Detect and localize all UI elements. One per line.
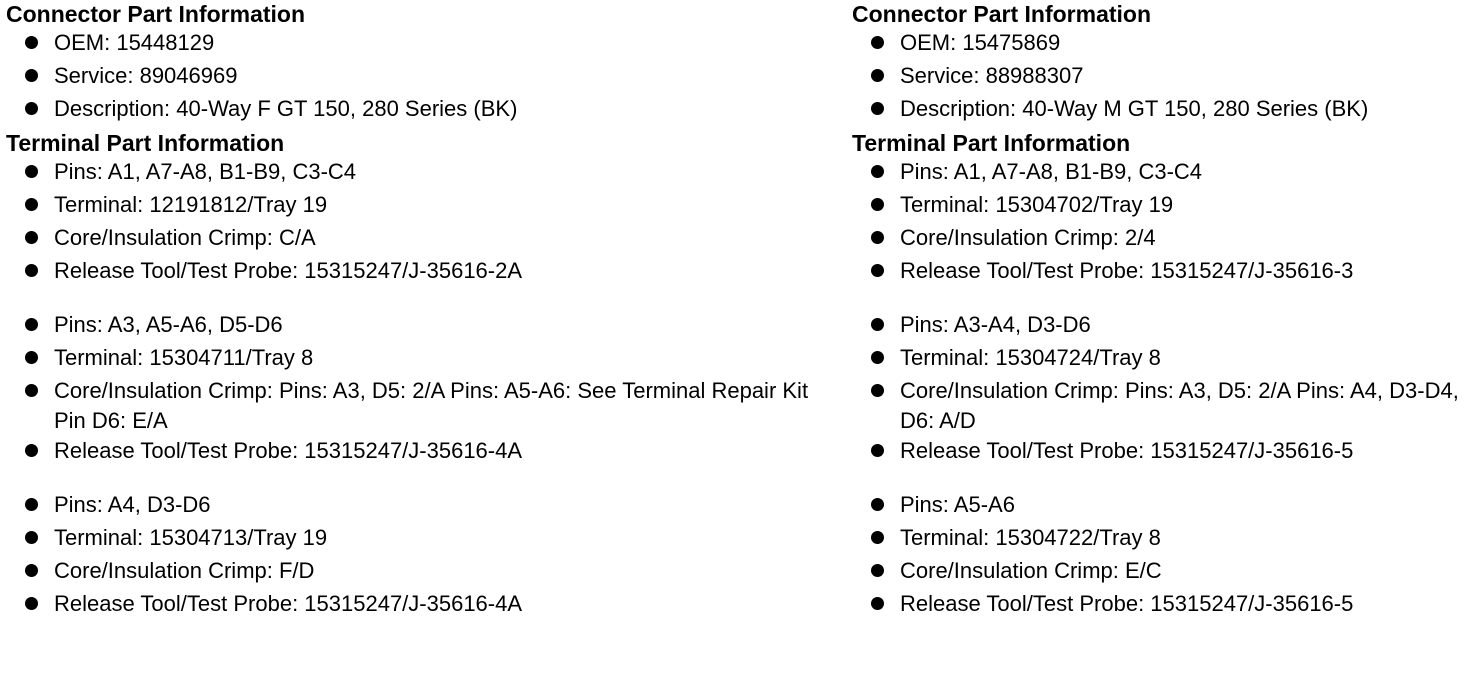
bullet-icon [871, 384, 884, 397]
bullet-icon [25, 36, 38, 49]
list-item [852, 190, 1467, 223]
list-item [852, 376, 1467, 436]
bullet-icon [871, 36, 884, 49]
list-item [6, 556, 826, 589]
list-item [6, 28, 826, 61]
bullet-icon [25, 165, 38, 178]
connector-description: Description: 40-Way M GT 150, 280 Series (BK) [900, 96, 1369, 121]
terminal-crimp: Core/Insulation Crimp: C/A [54, 225, 316, 250]
bullet-icon [25, 69, 38, 82]
list-item [6, 94, 826, 127]
terminal-release-tool: Release Tool/Test Probe: 15315247/J-35616-4A [54, 591, 523, 616]
connector-description: Description: 40-Way F GT 150, 280 Series (BK) [54, 96, 518, 121]
terminal-pins: Pins: A1, A7-A8, B1-B9, C3-C4 [900, 159, 1203, 184]
list-item [6, 523, 826, 556]
terminal-pins: Pins: A3-A4, D3-D6 [900, 312, 1091, 337]
bullet-icon [25, 318, 38, 331]
list-item [852, 28, 1467, 61]
list-item [6, 490, 826, 523]
terminal-pins: Pins: A4, D3-D6 [54, 492, 211, 517]
list-item [6, 190, 826, 223]
list-item [852, 523, 1467, 556]
list-item [6, 310, 826, 343]
list-item [6, 61, 826, 94]
terminal-group [6, 157, 826, 289]
terminal-release-tool: Release Tool/Test Probe: 15315247/J-35616-3 [900, 258, 1354, 283]
bullet-icon [871, 198, 884, 211]
terminal-release-tool: Release Tool/Test Probe: 15315247/J-35616-5 [900, 591, 1354, 616]
connector-info-list [6, 28, 826, 127]
bullet-icon [25, 264, 38, 277]
terminal-release-tool: Release Tool/Test Probe: 15315247/J-35616-2A [54, 258, 523, 283]
terminal-group [852, 157, 1467, 289]
bullet-icon [871, 597, 884, 610]
terminal-crimp: Core/Insulation Crimp: Pins: A3, D5: 2/A Pins: A5-A6: See Terminal Repair Kit Pin D6: E/A [54, 378, 809, 433]
terminal-pins: Pins: A3, A5-A6, D5-D6 [54, 312, 283, 337]
right-column [852, 0, 1467, 622]
bullet-icon [25, 351, 38, 364]
terminal-number: Terminal: 15304722/Tray 8 [900, 525, 1161, 550]
terminal-group [6, 490, 826, 622]
list-item [852, 157, 1467, 190]
bullet-icon [25, 498, 38, 511]
list-item [6, 376, 826, 436]
terminal-number: Terminal: 15304702/Tray 19 [900, 192, 1174, 217]
terminal-crimp: Core/Insulation Crimp: E/C [900, 558, 1162, 583]
terminal-group [6, 310, 826, 469]
terminal-group [852, 310, 1467, 469]
list-item [852, 61, 1467, 94]
list-item [852, 94, 1467, 127]
bullet-icon [871, 264, 884, 277]
terminal-number: Terminal: 15304713/Tray 19 [54, 525, 328, 550]
terminal-crimp: Core/Insulation Crimp: Pins: A3, D5: 2/A Pins: A4, D3-D4, D6: A/D [900, 378, 1459, 433]
list-item [6, 343, 826, 376]
list-item [6, 589, 826, 622]
bullet-icon [871, 69, 884, 82]
bullet-icon [871, 318, 884, 331]
terminal-heading: Terminal Part Information [852, 130, 1131, 156]
terminal-crimp: Core/Insulation Crimp: 2/4 [900, 225, 1156, 250]
connector-oem: OEM: 15448129 [54, 30, 215, 55]
terminal-number: Terminal: 15304724/Tray 8 [900, 345, 1161, 370]
bullet-icon [871, 498, 884, 511]
left-column [6, 0, 826, 622]
bullet-icon [25, 444, 38, 457]
list-item [6, 223, 826, 256]
list-item [6, 436, 826, 469]
list-item [852, 256, 1467, 289]
bullet-icon [871, 564, 884, 577]
terminal-heading: Terminal Part Information [6, 130, 285, 156]
connector-oem: OEM: 15475869 [900, 30, 1061, 55]
terminal-crimp: Core/Insulation Crimp: F/D [54, 558, 315, 583]
bullet-icon [871, 102, 884, 115]
terminal-number: Terminal: 15304711/Tray 8 [54, 345, 314, 370]
bullet-icon [25, 231, 38, 244]
bullet-icon [871, 165, 884, 178]
list-item [852, 556, 1467, 589]
list-item [6, 157, 826, 190]
list-item [852, 589, 1467, 622]
connector-info-list [852, 28, 1467, 127]
terminal-release-tool: Release Tool/Test Probe: 15315247/J-35616-4A [54, 438, 523, 463]
connector-service: Service: 88988307 [900, 63, 1084, 88]
bullet-icon [25, 564, 38, 577]
list-item [852, 490, 1467, 523]
terminal-pins: Pins: A5-A6 [900, 492, 1015, 517]
bullet-icon [25, 102, 38, 115]
list-item [852, 310, 1467, 343]
terminal-release-tool: Release Tool/Test Probe: 15315247/J-35616-5 [900, 438, 1354, 463]
bullet-icon [871, 231, 884, 244]
bullet-icon [25, 384, 38, 397]
bullet-icon [25, 531, 38, 544]
bullet-icon [871, 531, 884, 544]
connector-heading: Connector Part Information [852, 1, 1152, 27]
terminal-group [852, 490, 1467, 622]
connector-service: Service: 89046969 [54, 63, 238, 88]
bullet-icon [25, 597, 38, 610]
list-item [6, 256, 826, 289]
list-item [852, 436, 1467, 469]
list-item [852, 223, 1467, 256]
terminal-pins: Pins: A1, A7-A8, B1-B9, C3-C4 [54, 159, 357, 184]
bullet-icon [25, 198, 38, 211]
bullet-icon [871, 444, 884, 457]
list-item [852, 343, 1467, 376]
bullet-icon [871, 351, 884, 364]
connector-heading: Connector Part Information [6, 1, 306, 27]
terminal-number: Terminal: 12191812/Tray 19 [54, 192, 328, 217]
